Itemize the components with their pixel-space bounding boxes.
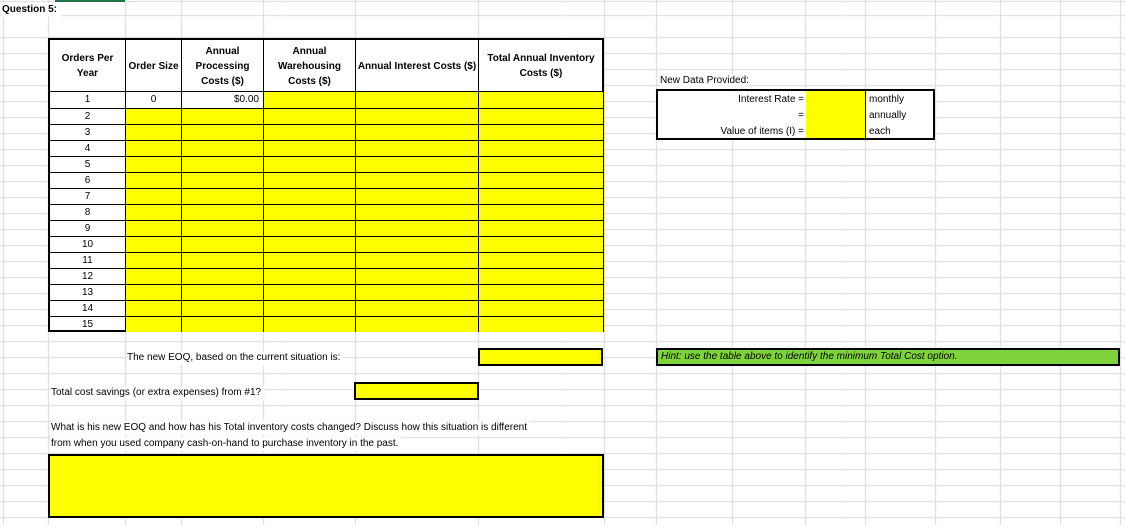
processing-costs-cell[interactable] (181, 108, 263, 124)
orders-per-year-cell: 7 (50, 188, 125, 204)
value-of-items-input[interactable] (806, 123, 865, 138)
interest-rate-annual-input[interactable] (806, 107, 865, 123)
orders-per-year-cell: 12 (50, 268, 125, 284)
savings-answer-input[interactable] (354, 382, 479, 400)
discussion-question-line1: What is his new EOQ and how has his Total inventory costs changed? Discuss how this situation is different (51, 421, 530, 435)
monthly-label: monthly (869, 94, 905, 105)
order-size-cell[interactable] (125, 268, 181, 284)
orders-per-year-cell: 15 (50, 316, 125, 332)
warehousing-costs-cell[interactable] (263, 156, 355, 172)
order-size-cell[interactable] (125, 236, 181, 252)
new-data-box (656, 89, 935, 140)
order-size-cell[interactable] (125, 300, 181, 316)
order-size-cell[interactable] (125, 220, 181, 236)
orders-per-year-cell: 2 (50, 108, 125, 124)
total-costs-cell[interactable] (478, 172, 603, 188)
interest-costs-cell[interactable] (355, 124, 478, 140)
processing-costs-cell[interactable] (181, 252, 263, 268)
eoq-label: The new EOQ, based on the current situation is: (127, 351, 343, 365)
processing-costs-cell[interactable] (181, 124, 263, 140)
warehousing-costs-cell[interactable] (263, 316, 355, 332)
processing-costs-header: Annual Processing Costs ($) (181, 40, 263, 92)
total-costs-cell[interactable] (478, 156, 603, 172)
warehousing-costs-cell[interactable] (263, 284, 355, 300)
order-size-cell[interactable] (125, 140, 181, 156)
interest-rate-monthly-input[interactable] (806, 91, 865, 107)
interest-costs-cell[interactable] (355, 156, 478, 172)
order-size-cell[interactable] (125, 172, 181, 188)
total-costs-cell[interactable] (478, 284, 603, 300)
order-size-cell[interactable] (125, 252, 181, 268)
warehousing-costs-cell[interactable] (263, 124, 355, 140)
processing-costs-cell[interactable] (181, 156, 263, 172)
warehousing-costs-cell[interactable] (263, 140, 355, 156)
interest-costs-cell[interactable] (355, 140, 478, 156)
box-divider (865, 91, 866, 138)
new-data-title: New Data Provided: (660, 75, 749, 86)
processing-costs-cell[interactable] (181, 316, 263, 332)
interest-costs-cell[interactable] (355, 188, 478, 204)
annually-label: annually (869, 110, 907, 121)
total-costs-cell[interactable] (478, 236, 603, 252)
value-of-items-label: Value of items (I) = (720, 126, 804, 137)
processing-costs-cell[interactable] (181, 236, 263, 252)
warehousing-costs-cell[interactable] (263, 188, 355, 204)
orders-per-year-cell: 8 (50, 204, 125, 220)
processing-costs-cell[interactable] (181, 284, 263, 300)
each-label: each (869, 126, 891, 137)
discussion-question-line2: from when you used company cash-on-hand to purchase inventory in the past. (51, 437, 401, 451)
warehousing-costs-cell[interactable] (263, 92, 355, 108)
order-size-cell[interactable] (125, 156, 181, 172)
interest-costs-cell[interactable] (355, 92, 478, 108)
order-size-cell[interactable] (125, 204, 181, 220)
processing-costs-cell[interactable] (181, 204, 263, 220)
total-costs-cell[interactable] (478, 316, 603, 332)
interest-costs-cell[interactable] (355, 236, 478, 252)
interest-rate-label: Interest Rate = (738, 94, 804, 105)
equals-label: = (798, 110, 804, 121)
total-costs-cell[interactable] (478, 124, 603, 140)
orders-per-year-cell: 11 (50, 252, 125, 268)
order-size-cell[interactable] (125, 124, 181, 140)
processing-costs-cell[interactable] (181, 188, 263, 204)
orders-per-year-cell: 13 (50, 284, 125, 300)
warehousing-costs-cell[interactable] (263, 172, 355, 188)
cost-table (48, 38, 604, 332)
warehousing-costs-cell[interactable] (263, 300, 355, 316)
total-costs-cell[interactable] (478, 204, 603, 220)
processing-costs-cell: $0.00 (181, 92, 263, 108)
orders-per-year-header: Orders Per Year (61, 53, 114, 79)
total-costs-cell[interactable] (478, 220, 603, 236)
active-cell-indicator (55, 0, 125, 2)
orders-per-year-cell: 5 (50, 156, 125, 172)
orders-per-year-cell: 10 (50, 236, 125, 252)
interest-costs-cell[interactable] (355, 220, 478, 236)
order-size-cell: 0 (125, 92, 181, 108)
total-costs-cell[interactable] (478, 188, 603, 204)
order-size-header: Order Size (125, 40, 181, 92)
total-costs-cell[interactable] (478, 268, 603, 284)
interest-costs-cell[interactable] (355, 316, 478, 332)
warehousing-costs-cell[interactable] (263, 220, 355, 236)
processing-costs-cell[interactable] (181, 300, 263, 316)
warehousing-costs-header: Annual Warehousing Costs ($) (263, 40, 355, 92)
question-label: Question 5: (2, 3, 61, 17)
order-size-cell[interactable] (125, 188, 181, 204)
orders-per-year-cell: 14 (50, 300, 125, 316)
orders-per-year-cell: 1 (84, 94, 91, 105)
discussion-answer-input[interactable] (48, 454, 604, 518)
orders-per-year-cell: 3 (50, 124, 125, 140)
total-costs-cell[interactable] (478, 92, 603, 108)
total-costs-cell[interactable] (478, 252, 603, 268)
processing-costs-cell[interactable] (181, 268, 263, 284)
warehousing-costs-cell[interactable] (263, 236, 355, 252)
warehousing-costs-cell[interactable] (263, 252, 355, 268)
total-costs-cell[interactable] (478, 140, 603, 156)
total-costs-header: Total Annual Inventory Costs ($) (478, 40, 603, 92)
interest-costs-cell[interactable] (355, 204, 478, 220)
eoq-answer-input[interactable] (478, 348, 603, 366)
total-costs-cell[interactable] (478, 108, 603, 124)
processing-costs-cell[interactable] (181, 172, 263, 188)
interest-costs-cell[interactable] (355, 300, 478, 316)
interest-costs-cell[interactable] (355, 268, 478, 284)
processing-costs-cell[interactable] (181, 220, 263, 236)
order-size-cell[interactable] (125, 316, 181, 332)
interest-costs-cell[interactable] (355, 284, 478, 300)
warehousing-costs-cell[interactable] (263, 108, 355, 124)
warehousing-costs-cell[interactable] (263, 204, 355, 220)
interest-costs-cell[interactable] (355, 172, 478, 188)
savings-label: Total cost savings (or extra expenses) from #1? (51, 386, 264, 400)
interest-costs-header: Annual Interest Costs ($) (355, 40, 478, 92)
orders-per-year-cell: 6 (50, 172, 125, 188)
orders-per-year-cell: 9 (50, 220, 125, 236)
interest-costs-cell[interactable] (355, 108, 478, 124)
order-size-cell[interactable] (125, 284, 181, 300)
hint-box: Hint: use the table above to identify the minimum Total Cost option. (656, 348, 1120, 366)
order-size-cell[interactable] (125, 108, 181, 124)
processing-costs-cell[interactable] (181, 140, 263, 156)
warehousing-costs-cell[interactable] (263, 268, 355, 284)
interest-costs-cell[interactable] (355, 252, 478, 268)
orders-per-year-cell: 4 (50, 140, 125, 156)
total-costs-cell[interactable] (478, 300, 603, 316)
